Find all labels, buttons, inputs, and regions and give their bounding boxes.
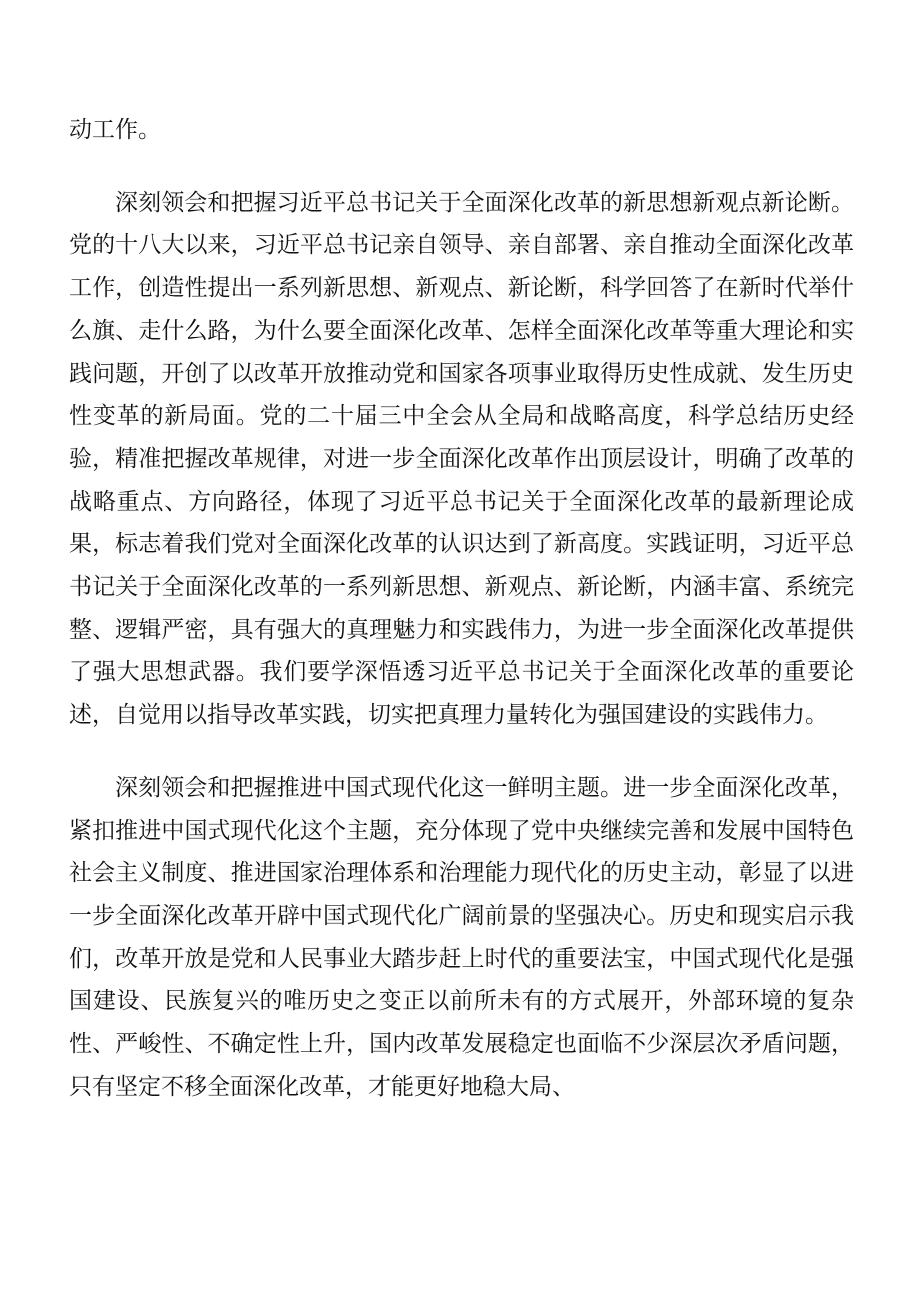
paragraph-modernization-theme: 深刻领会和把握推进中国式现代化这一鲜明主题。进一步全面深化改革，紧扣推进中国式现代化这个主题，充分体现了党中央继续完善和发展中国特色社会主义制度、推进国家治理体系和治理能力现代化的历史主动，彰显了以进一步全面深化改革开辟中国式现代化广阔前景的坚强决心。历史和现实启示我们，改革开放是党和人民事业大踏步赶上时代的重要法宝，中国式现代化是强国建设、民族复兴的唯历史之变正以前所未有的方式展开，外部环境的复杂性、严峻性、不确定性上升，国内改革发展稳定也面临不少深层次矛盾问题，只有坚定不移全面深化改革，才能更好地稳大局、	[69, 774, 854, 1100]
body-text	[69, 109, 854, 1108]
paragraph-gap	[69, 152, 854, 182]
paragraph-reform-thought: 深刻领会和把握习近平总书记关于全面深化改革的新思想新观点新论断。党的十八大以来，习近平总书记亲自领导、亲自部署、亲自推动全面深化改革工作，创造性提出一系列新思想、新观点、新论断，科学回答了在新时代举什么旗、走什么路，为什么要全面深化改革、怎样全面深化改革等重大理论和实践问题，开创了以改革开放推动党和国家各项事业取得历史性成就、发生历史性变革的新局面。党的二十届三中全会从全局和战略高度，科学总结历史经验，精准把握改革规律，对进一步全面深化改革作出顶层设计，明确了改革的战略重点、方向路径，体现了习近平总书记关于全面深化改革的最新理论成果，标志着我们党对全面深化改革的认识达到了新高度。实践证明，习近平总书记关于全面深化改革的一系列新思想、新观点、新论断，内涵丰富、系统完整、逻辑严密，具有强大的真理魅力和实践伟力，为进一步全面深化改革提供了强大思想武器。我们要学深悟透习近平总书记关于全面深化改革的重要论述，自觉用以指导改革实践，切实把真理力量转化为强国建设的实践伟力。	[69, 189, 854, 729]
paragraph-continuation: 动工作。	[69, 117, 161, 143]
paragraph-gap	[69, 737, 854, 767]
